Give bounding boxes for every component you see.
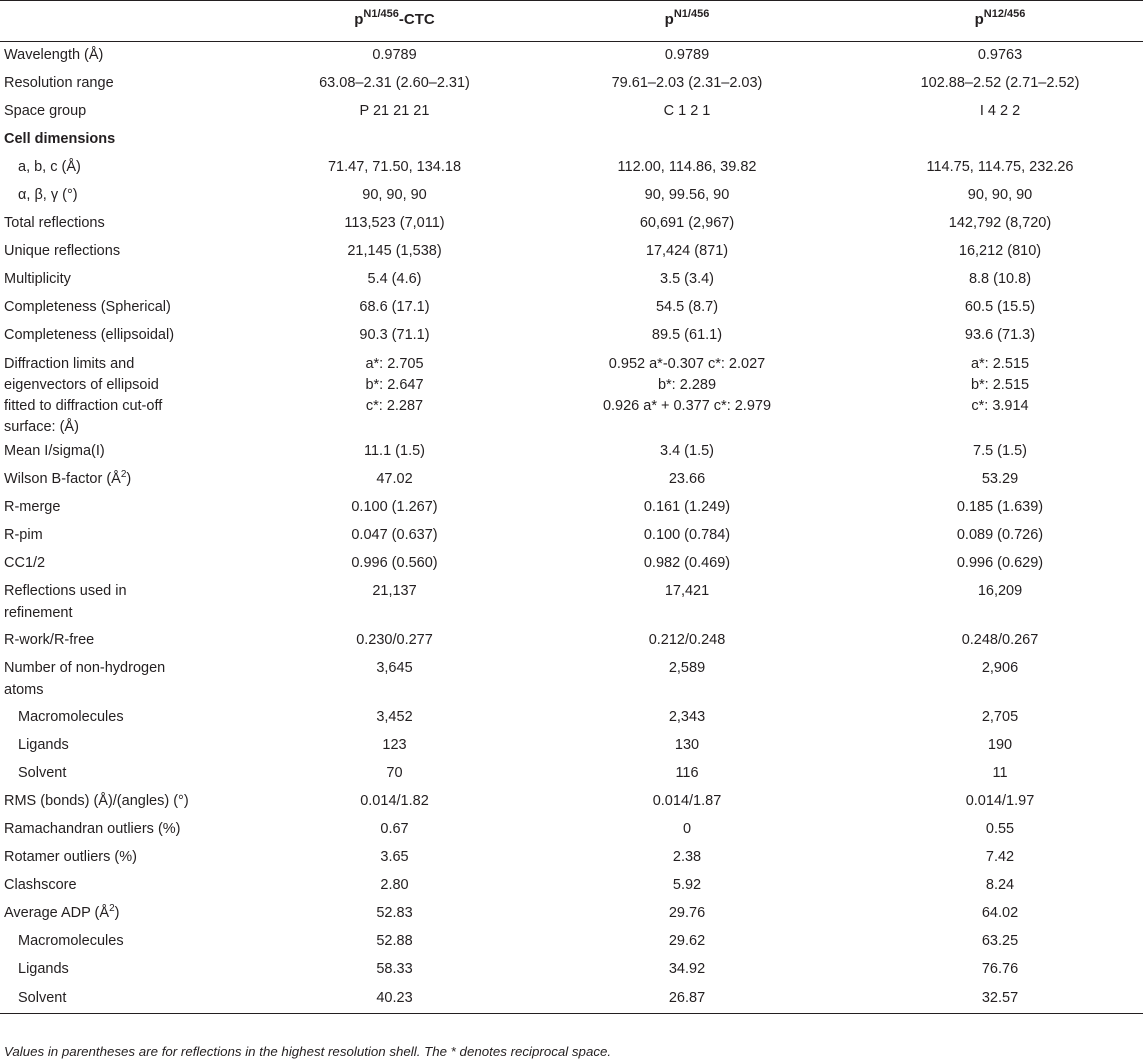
cell-value: 47.02 [376, 471, 413, 487]
table-header-row [0, 1, 1143, 42]
cell-value: 0.248/0.267 [961, 632, 1039, 648]
cell-value: 26.87 [517, 984, 857, 1014]
table-row [0, 704, 1143, 732]
cell-value: 0.100 (0.784) [643, 527, 731, 543]
row-label: Ligands [18, 961, 69, 977]
table-row [0, 98, 1143, 126]
cell-value: 0.089 (0.726) [956, 527, 1044, 543]
cell-value: 0.014/1.87 [652, 793, 722, 809]
table-row [0, 322, 1143, 350]
cell-value: 112.00, 114.86, 39.82 [617, 159, 757, 175]
cell-value: P 21 21 21 [359, 103, 430, 119]
value-line: c*: 2.287 [365, 397, 424, 414]
cell-value: 90, 90, 90 [967, 187, 1033, 203]
row-label: Total reflections [4, 215, 105, 231]
value-line: a*: 2.515 [970, 355, 1030, 372]
row-label: Resolution range [4, 75, 114, 91]
cell-value: 0.161 (1.249) [643, 499, 731, 515]
header-col3: $p^{N12/456}$ [857, 1, 1143, 42]
table-row [0, 126, 1143, 154]
table-row [0, 466, 1143, 494]
row-label: CC1/2 [4, 555, 46, 571]
cell-value: 21,137 [372, 582, 417, 599]
row-label [0, 350, 272, 438]
row-label: Average ADP $(Å^2)$ [4, 903, 120, 921]
cell-value: 114.75, 114.75, 232.26 [926, 159, 1074, 175]
row-label: Macromolecules [18, 933, 124, 949]
cell-value: 60.5 (15.5) [964, 299, 1036, 315]
table-row [0, 438, 1143, 466]
cell-value: 0.014/1.82 [360, 793, 429, 809]
cell-value: 7.42 [985, 849, 1015, 865]
cell-value: 2,343 [668, 709, 706, 725]
cell-value: 60,691 (2,967) [639, 215, 735, 231]
value-line: b*: 2.515 [970, 376, 1030, 393]
cell-value: 16,209 [977, 582, 1023, 599]
cell-value: 34.92 [668, 961, 706, 977]
row-label: Wavelength (Å) [4, 47, 104, 64]
cell-value: 93.6 (71.3) [964, 327, 1036, 343]
cell-value: 3.4 (1.5) [660, 443, 714, 459]
cell-value: 0.100 (1.267) [351, 499, 438, 515]
cell-value: 0.55 [985, 821, 1015, 837]
label-line: atoms [4, 681, 44, 698]
value-line: a*: 2.705 [365, 355, 424, 372]
row-label: Space group [4, 103, 87, 119]
cell-value: 16,212 (810) [958, 243, 1042, 259]
cell-value: 29.76 [668, 905, 706, 921]
row-label: Solvent [18, 765, 67, 781]
row-label: R-work/R-free [4, 632, 95, 648]
cell-value: 7.5 (1.5) [973, 443, 1027, 459]
table-row [0, 844, 1143, 872]
cell-value: 0.9789 [372, 47, 417, 64]
table-row [0, 266, 1143, 294]
cell-value [857, 350, 1143, 438]
cell-value: 116 [675, 765, 699, 781]
cell-value: 89.5 (61.1) [651, 327, 723, 343]
cell-value: 142,792 (8,720) [948, 215, 1052, 231]
label-line: refinement [4, 604, 73, 621]
value-line: c*: 3.914 [971, 397, 1029, 414]
table-row [0, 522, 1143, 550]
label-line: fitted to diffraction cut-off [4, 397, 163, 414]
cell-value: 0.230/0.277 [356, 632, 433, 648]
empty-cell [517, 126, 857, 154]
row-label: Rotamer outliers (%) [4, 849, 137, 865]
header-col1: $p^{N1/456}$-CTC [272, 1, 517, 42]
table-row [0, 627, 1143, 655]
table-row [0, 760, 1143, 788]
cell-value: 0.982 (0.469) [643, 555, 731, 571]
cell-value: 2.80 [380, 877, 409, 893]
row-label: Multiplicity [4, 271, 71, 287]
table-row [0, 154, 1143, 182]
cell-value: 63.25 [981, 933, 1019, 949]
cell-value: I 4 2 2 [979, 103, 1021, 119]
cell-value: 0.212/0.248 [648, 632, 726, 648]
cell-value: 5.4 (4.6) [367, 271, 422, 287]
cell-value: 123 [382, 737, 407, 753]
table-row [0, 655, 1143, 704]
cell-value: 52.88 [376, 933, 413, 949]
cell-value: 21,145 (1,538) [347, 243, 442, 259]
value-line: 0.952 a*-0.307 c*: 2.027 [608, 355, 766, 372]
label-line: Reflections used in [4, 582, 127, 599]
cell-value: 11 [992, 765, 1008, 781]
table-row [0, 294, 1143, 322]
cell-value: 29.62 [668, 933, 706, 949]
row-label: R-pim [4, 527, 43, 543]
row-label: Completeness (ellipsoidal) [4, 327, 175, 343]
cell-value: 2,589 [668, 659, 706, 676]
cell-value: 3,452 [376, 709, 413, 725]
row-label: Unique reflections [4, 243, 121, 259]
row-label: R-merge [4, 499, 61, 515]
cell-value: 5.92 [672, 877, 702, 893]
cell-value: 52.83 [376, 905, 413, 921]
cell-value: 54.5 (8.7) [655, 299, 719, 315]
cell-value: 76.76 [981, 961, 1019, 977]
cell-value: 2.38 [672, 849, 702, 865]
table-row [0, 928, 1143, 956]
cell-value: 0 [682, 821, 692, 837]
cell-value: 70 [386, 765, 403, 781]
cell-value: 113,523 (7,011) [344, 215, 445, 231]
row-label [0, 655, 272, 704]
cell-value: 2,906 [981, 659, 1019, 676]
table-row [0, 732, 1143, 760]
table-row [0, 494, 1143, 522]
row-label: Completeness (Spherical) [4, 299, 171, 315]
row-label: Wilson B-factor $(Å^2)$ [4, 469, 132, 487]
value-line: b*: 2.289 [657, 376, 717, 393]
cell-value: 102.88–2.52 (2.71–2.52) [920, 75, 1080, 91]
label-line: Diffraction limits and [4, 355, 135, 372]
empty-cell [272, 126, 517, 154]
row-label [0, 578, 272, 627]
header-blank-cell [0, 1, 272, 42]
cell-value: 190 [987, 737, 1013, 753]
row-label: a, b, c (Å) [18, 159, 81, 175]
row-label: Macromolecules [18, 709, 124, 725]
cell-value [272, 350, 517, 438]
header-col2: $p^{N1/456}$ [517, 1, 857, 42]
table-row [0, 210, 1143, 238]
empty-cell [857, 126, 1143, 154]
row-label: Clashscore [4, 877, 77, 893]
cell-value: 58.33 [376, 961, 413, 977]
cell-value: 23.66 [668, 471, 706, 487]
table-row [0, 872, 1143, 900]
row-label: Solvent [0, 984, 272, 1014]
cell-value: 63.08–2.31 (2.60–2.31) [319, 75, 470, 91]
cell-value: 71.47, 71.50, 134.18 [327, 159, 462, 175]
table-footnote: Values in parentheses are for reflections in the highest resolution shell. The * denotes reciprocal space. [4, 1044, 612, 1059]
row-label: α, β, γ (°) [18, 187, 78, 203]
table-row [0, 182, 1143, 210]
cell-value: 0.185 (1.639) [956, 499, 1044, 515]
cell-value [517, 350, 857, 438]
cell-value: 8.24 [985, 877, 1015, 893]
table-row [0, 350, 1143, 438]
cell-value: 90, 90, 90 [362, 187, 427, 203]
table-row [0, 816, 1143, 844]
cell-value: 0.9763 [977, 47, 1023, 64]
cell-value: 0.996 (0.629) [956, 555, 1044, 571]
cell-value: 90.3 (71.1) [359, 327, 430, 343]
cell-value: 0.9789 [664, 47, 710, 64]
cell-value: 3.5 (3.4) [660, 271, 714, 287]
cell-value: C 1 2 1 [663, 103, 711, 119]
value-line: b*: 2.647 [365, 376, 424, 393]
label-line: surface: (Å) [4, 418, 79, 435]
cell-value: 0.67 [380, 821, 409, 837]
table-row [0, 956, 1143, 984]
label-line: eigenvectors of ellipsoid [4, 376, 159, 393]
row-label: RMS (bonds) (Å)/(angles) (°) [4, 793, 189, 809]
cell-value: 2,705 [981, 709, 1019, 725]
cell-value: 0.996 (0.560) [351, 555, 438, 571]
cell-value: 90, 99.56, 90 [644, 187, 730, 203]
cell-value: 0.014/1.97 [965, 793, 1035, 809]
table-row [0, 550, 1143, 578]
cell-value: 64.02 [981, 905, 1019, 921]
cell-value: 79.61–2.03 (2.31–2.03) [611, 75, 763, 91]
cell-value: 3,645 [376, 659, 413, 676]
cell-value: 32.57 [857, 984, 1143, 1014]
cell-value: 11.1 (1.5) [364, 443, 425, 459]
cell-value: 40.23 [272, 984, 517, 1014]
table-row [0, 238, 1143, 266]
table-row [0, 578, 1143, 627]
table-row [0, 70, 1143, 98]
table-row [0, 788, 1143, 816]
cell-value: 68.6 (17.1) [359, 299, 430, 315]
label-line: Number of non-hydrogen [4, 659, 166, 676]
table-row [0, 984, 1143, 1014]
section-heading: Cell dimensions [4, 131, 116, 147]
cell-value: 53.29 [981, 471, 1019, 487]
cell-value: 130 [674, 737, 700, 753]
cell-value: 17,421 [664, 582, 710, 599]
row-label: Ligands [18, 737, 69, 753]
cell-value: 0.047 (0.637) [351, 527, 438, 543]
row-label: Ramachandran outliers (%) [4, 821, 181, 837]
table-row [0, 42, 1143, 70]
value-line: 0.926 a* + 0.377 c*: 2.979 [602, 397, 772, 414]
row-label: Mean I/sigma(I) [4, 443, 105, 459]
cell-value: 3.65 [380, 849, 409, 865]
table-row [0, 900, 1143, 928]
cell-value: 17,424 (871) [645, 243, 729, 259]
cell-value: 8.8 (10.8) [968, 271, 1032, 287]
